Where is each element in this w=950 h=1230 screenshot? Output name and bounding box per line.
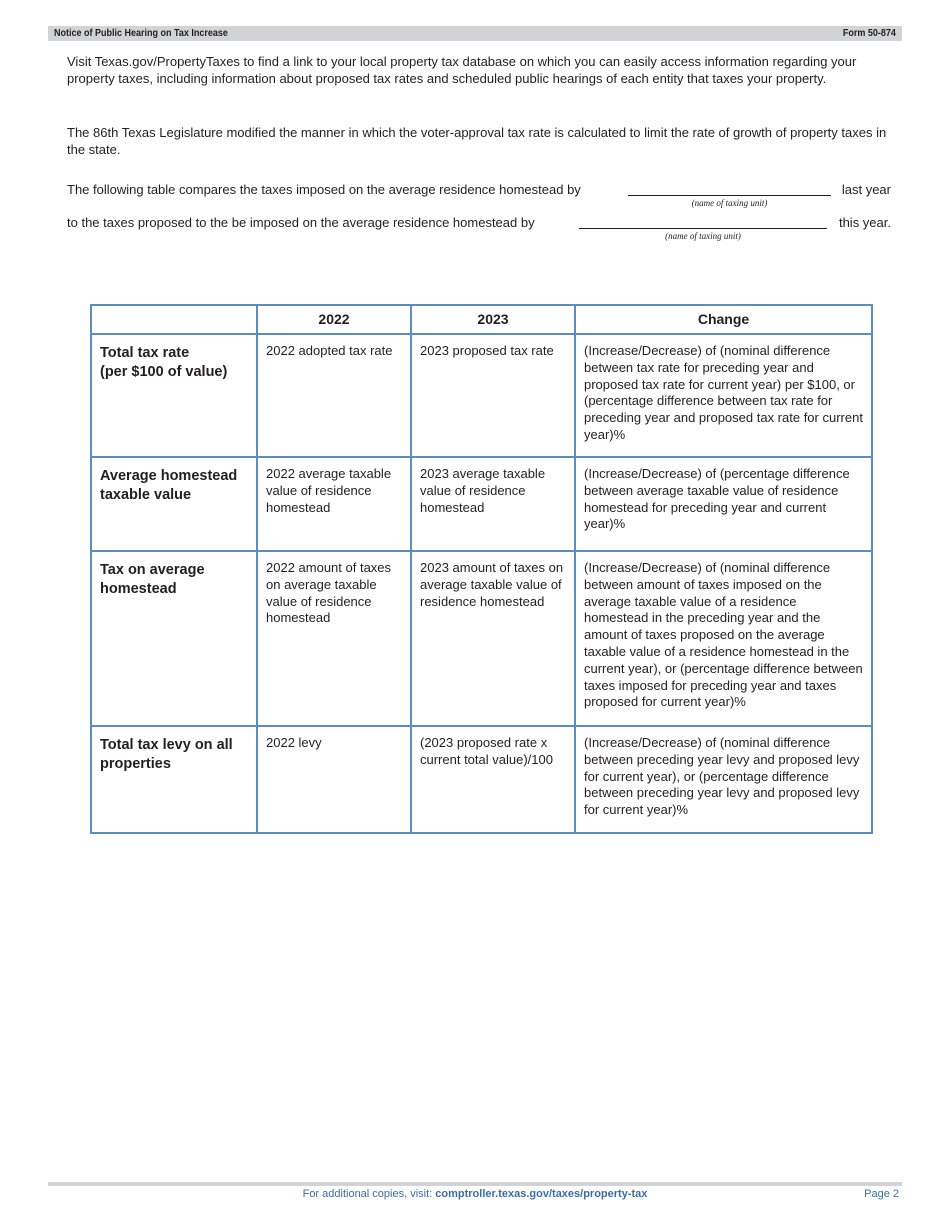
- header-cell-2022: 2022: [257, 305, 411, 334]
- footer-copies-text: [48, 1188, 902, 1200]
- table-row-average-homestead-value: [91, 457, 872, 551]
- taxing-unit-line-1: [67, 181, 891, 215]
- header-cell-2023: 2023: [411, 305, 575, 334]
- cell-2023: 2023 amount of taxes on average taxable value of residence homestead: [411, 551, 575, 726]
- fill-line-1-text: The following table compares the taxes imposed on the average residence homestead by: [67, 182, 581, 197]
- intro-paragraph-2: The 86th Texas Legislature modified the manner in which the voter-approval tax rate is calculated to limit the rate of growth of property taxes in the state.: [67, 125, 887, 157]
- taxing-unit-caption-2: (name of taxing unit): [665, 231, 741, 241]
- footer-copies-prefix: For additional copies, visit:: [302, 1188, 436, 1200]
- cell-2022: 2022 average taxable value of residence homestead: [257, 457, 411, 551]
- taxing-unit-blank-1[interactable]: [628, 195, 831, 196]
- page-footer: [48, 1188, 902, 1202]
- cell-2023: (2023 proposed rate x current total value)/100: [411, 726, 575, 833]
- tax-comparison-table: [90, 304, 873, 834]
- cell-2022: 2022 adopted tax rate: [257, 334, 411, 457]
- form-header-bar: [48, 26, 902, 41]
- footer-copies-link[interactable]: comptroller.texas.gov/taxes/property-tax: [435, 1188, 648, 1200]
- cell-change: (Increase/Decrease) of (nominal difference between amount of taxes imposed on the average taxable value of a residence homestead in the preceding year and the amount of taxes proposed on the average taxable value of a residence homestead in the current year), or (percentage difference between taxes imposed for preceding year and taxes proposed for current year)%: [575, 551, 872, 726]
- cell-change: (Increase/Decrease) of (percentage difference between average taxable value of residence homestead for preceding year and current year)%: [575, 457, 872, 551]
- fill-line-2-suffix: this year.: [838, 215, 891, 230]
- fill-line-1-suffix: last year: [841, 182, 891, 197]
- row-label-line-2: (per $100 of value): [100, 364, 228, 380]
- table-row-total-tax-levy: [91, 726, 872, 833]
- row-label-total-tax-levy: Total tax levy on all properties: [91, 726, 257, 833]
- table-row-total-tax-rate: [91, 334, 872, 457]
- row-label-tax-on-average-homestead: Tax on average homestead: [91, 551, 257, 726]
- row-label-line-1: Total tax rate: [100, 345, 190, 361]
- table-header-row: [91, 305, 872, 334]
- form-number: Form 50-874: [842, 28, 896, 39]
- header-cell-blank: [91, 305, 257, 334]
- fill-line-2-text: to the taxes proposed to the be imposed on the average residence homestead by: [67, 215, 535, 230]
- intro-paragraph-1: Visit Texas.gov/PropertyTaxes to find a link to your local property tax database on which you can easily access information regarding your property taxes, including information about proposed tax rates and scheduled public hearings of each entity that taxes your property.: [67, 54, 857, 86]
- cell-2023: 2023 proposed tax rate: [411, 334, 575, 457]
- cell-2023: 2023 average taxable value of residence homestead: [411, 457, 575, 551]
- header-cell-change: Change: [575, 305, 872, 334]
- taxing-unit-line-2: [67, 214, 891, 248]
- table-row-tax-on-average-homestead: [91, 551, 872, 726]
- cell-2022: 2022 levy: [257, 726, 411, 833]
- form-title: Notice of Public Hearing on Tax Increase: [54, 28, 228, 39]
- row-label-total-tax-rate: [91, 334, 257, 457]
- taxing-unit-caption-1: (name of taxing unit): [691, 198, 768, 208]
- cell-change: (Increase/Decrease) of (nominal difference between preceding year levy and proposed levy for current year), or (percentage difference between preceding year levy and proposed levy for current year)%: [575, 726, 872, 833]
- cell-change: (Increase/Decrease) of (nominal difference between tax rate for preceding year and proposed tax rate for current year) per $100, or (percentage difference between tax rate for preceding year and proposed tax rate for current year)%: [575, 334, 872, 457]
- cell-2022: 2022 amount of taxes on average taxable value of residence homestead: [257, 551, 411, 726]
- row-label-average-homestead-value: Average homestead taxable value: [91, 457, 257, 551]
- page-number: Page 2: [864, 1188, 899, 1200]
- taxing-unit-blank-2[interactable]: [579, 228, 827, 229]
- footer-divider: [48, 1182, 902, 1186]
